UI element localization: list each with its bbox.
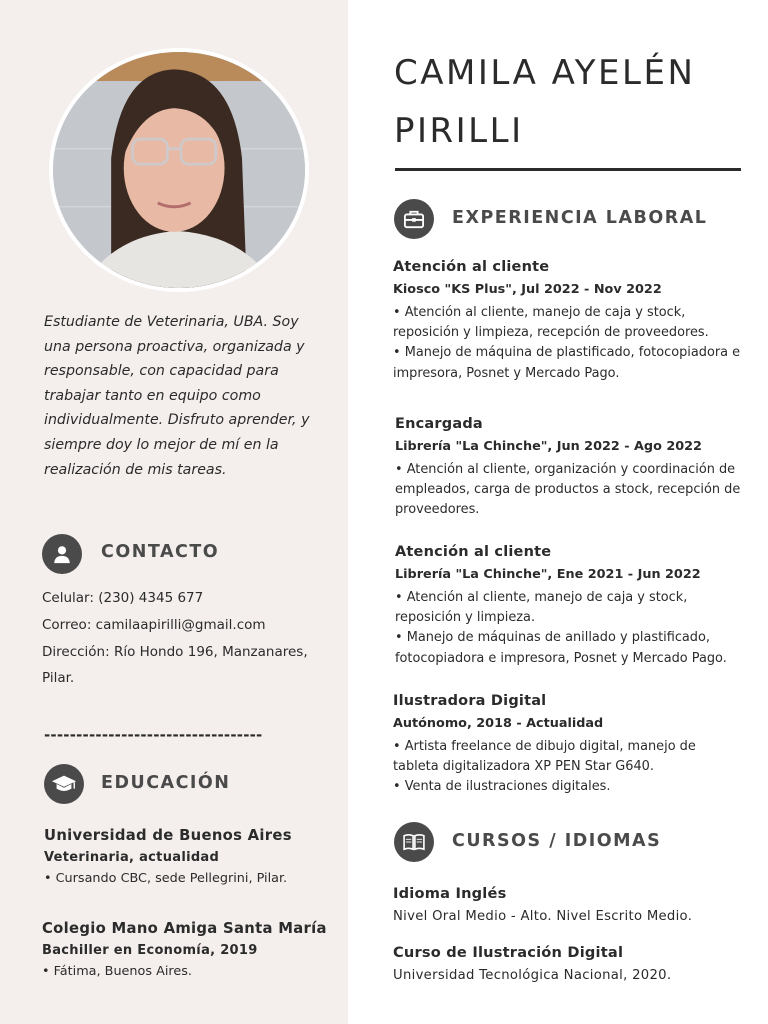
left-column [0,0,348,1024]
education-detail: • Fátima, Buenos Aires. [42,964,192,979]
contact-address: Dirección: Río Hondo 196, Manzanares, Pilar. [42,643,308,687]
education-institution: Universidad de Buenos Aires [44,827,292,844]
education-degree: Veterinaria, actualidad [44,850,220,865]
job-line: • Atención al cliente, manejo de caja y stock, reposición y limpieza, recepción de proveedores. [393,305,709,341]
briefcase-icon [394,199,434,239]
job-line: • Atención al cliente, manejo de caja y stock, reposición y limpieza. [395,590,688,626]
job-description [393,737,743,798]
job-role: Encargada [395,416,483,432]
bio-text: Estudiante de Veterinaria, UBA. Soy una persona proactiva, organizada y responsable, con capacidad para trabajar tanto en equipo como individualmente. Disfruto aprender, y siempre doy lo mejor de mí en la realización de mis tareas. [44,314,310,478]
job-entry [393,693,743,798]
course-item [393,944,743,983]
job-description [393,303,743,384]
education-degree: Bachiller en Economía, 2019 [42,943,258,958]
course-detail: Universidad Tecnológica Nacional, 2020. [393,968,672,983]
course-name: Idioma Inglés [393,885,507,902]
book-icon [394,822,434,862]
course-item [393,885,743,924]
education-item [44,827,334,886]
job-place: Autónomo, 2018 - Actualidad [393,716,604,731]
courses-title: CURSOS / IDIOMAS [452,831,662,851]
job-place: Librería "La Chinche", Ene 2021 - Jun 2022 [395,567,701,582]
experience-title: EXPERIENCIA LABORAL [452,208,708,228]
education-detail: • Cursando CBC, sede Pellegrini, Pilar. [44,871,288,886]
graduation-cap-icon [44,764,84,804]
job-line: • Venta de ilustraciones digitales. [393,779,611,795]
education-title: EDUCACIÓN [101,773,231,793]
user-icon [42,534,82,574]
job-line: • Atención al cliente, organización y coordinación de empleados, carga de productos a stock, recepción de proveedores. [395,462,741,518]
section-divider: ---------------------------------- [44,726,263,744]
contact-info [42,585,332,692]
job-line: • Artista freelance de dibujo digital, manejo de tableta digitalizadora XP PEN Star G640. [393,739,696,775]
course-name: Curso de Ilustración Digital [393,944,624,961]
job-entry [395,416,745,521]
contact-email: Correo: camilaapirilli@gmail.com [42,616,266,633]
job-role: Ilustradora Digital [393,693,547,709]
job-description [395,460,745,521]
education-item [42,920,337,979]
course-detail: Nivel Oral Medio - Alto. Nivel Escrito Medio. [393,909,693,924]
title-underline [395,168,741,171]
education-institution: Colegio Mano Amiga Santa María [42,920,327,937]
job-role: Atención al cliente [393,259,550,275]
page-title: CAMILA AYELÉN PIRILLI [394,53,696,151]
contact-phone: Celular: (230) 4345 677 [42,590,204,606]
job-role: Atención al cliente [395,544,552,560]
contact-title: CONTACTO [101,542,220,562]
job-line: • Manejo de máquina de plastificado, fotocopiadora e impresora, Posnet y Mercado Pago. [393,345,741,381]
job-entry [393,259,743,384]
profile-photo [49,48,309,292]
job-line: • Manejo de máquinas de anillado y plastificado, fotocopiadora e impresora, Posnet y Mercado Pago. [395,630,727,666]
job-place: Librería "La Chinche", Jun 2022 - Ago 2022 [395,439,702,454]
job-place: Kiosco "KS Plus", Jul 2022 - Nov 2022 [393,282,662,297]
job-description [395,588,745,669]
job-entry [395,544,745,669]
